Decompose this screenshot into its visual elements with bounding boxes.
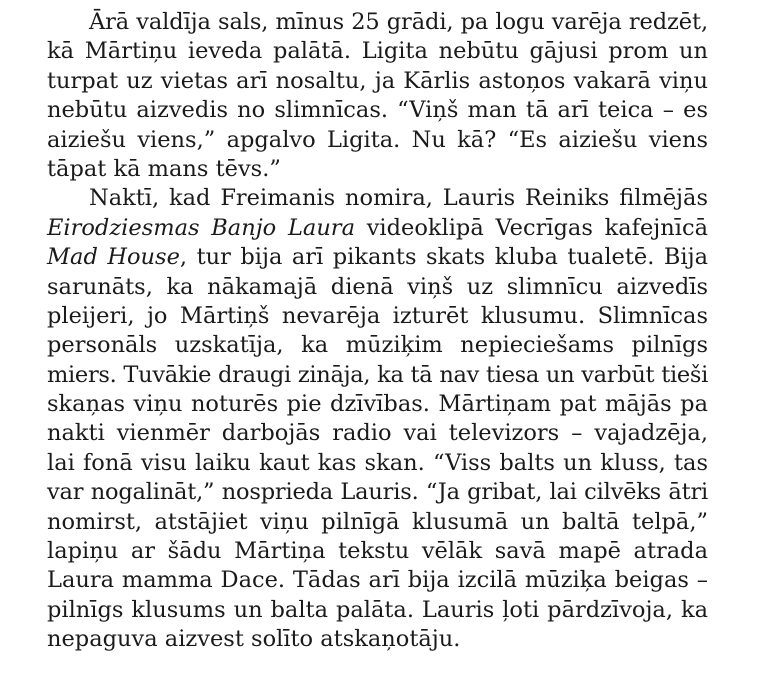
text-line: nakti vienmēr darbojās radio vai televizors – vajadzēja, bbox=[47, 420, 708, 447]
text-line: lai fonā visu laiku kaut kas skan. “Viss balts un kluss, tas bbox=[47, 449, 708, 476]
text-line: skaņas viņu noturēs pie dzīvības. Mārtiņam pat mājās pa bbox=[47, 391, 708, 418]
text-line-with-italic bbox=[47, 214, 708, 243]
italic-title: Mad House bbox=[47, 244, 180, 271]
text-line: personāls uzskatīja, ka mūziķim nepieciešams pilnīgs bbox=[47, 332, 708, 359]
italic-title: Eirodziesmas Banjo Laura bbox=[47, 214, 355, 241]
text-line: aiziešu viens,” apgalvo Ligita. Nu kā? “Es aiziešu viens bbox=[47, 126, 708, 153]
text-line: tāpat kā mans tēvs.” bbox=[47, 155, 281, 182]
paragraph-1 bbox=[47, 8, 708, 184]
text-line: nomirst, atstājiet viņu pilnīgā klusumā un baltā telpā,” bbox=[47, 508, 708, 535]
text-line: kā Mārtiņu ieveda palātā. Ligita nebūtu gājusi prom un bbox=[47, 38, 708, 65]
text-line: Ārā valdīja sals, mīnus 25 grādi, pa logu varēja redzēt, bbox=[89, 9, 708, 35]
text-line: pilnīgs klusums un balta palāta. Lauris ļoti pārdzīvoja, ka bbox=[47, 596, 708, 623]
paragraph-2 bbox=[47, 184, 708, 654]
text-line: Naktī, kad Freimanis nomira, Lauris Reiniks filmējās bbox=[89, 185, 708, 212]
text-line: Laura mamma Dace. Tādas arī bija izcilā mūziķa beigas – bbox=[47, 567, 708, 594]
text-line: pleijeri, jo Mārtiņš nevarēja izturēt klusumu. Slimnīcas bbox=[47, 302, 708, 329]
text-line-with-italic bbox=[47, 243, 708, 272]
text-line: sarunāts, ka nākamajā dienā viņš uz slimnīcu aizvedīs bbox=[47, 273, 708, 300]
text-run: , tur bija arī pikants skats kluba tualetē. Bija bbox=[179, 244, 709, 271]
text-line: nebūtu aizvedis no slimnīcas. “Viņš man tā arī teica – es bbox=[47, 97, 708, 124]
document-page bbox=[47, 8, 708, 655]
text-line: var nogalināt,” nosprieda Lauris. “Ja gribat, lai cilvēks ātri bbox=[47, 479, 708, 506]
text-line: turpat uz vietas arī nosaltu, ja Kārlis astoņos vakarā viņu bbox=[47, 67, 708, 94]
text-line: lapiņu ar šādu Mārtiņa tekstu vēlāk savā mapē atrada bbox=[47, 538, 708, 565]
text-line: nepaguva aizvest solīto atskaņotāju. bbox=[47, 626, 461, 653]
text-run: videoklipā Vecrīgas kafejnīcā bbox=[354, 214, 708, 241]
text-line: miers. Tuvākie draugi zināja, ka tā nav tiesa un varbūt tieši bbox=[47, 361, 708, 388]
